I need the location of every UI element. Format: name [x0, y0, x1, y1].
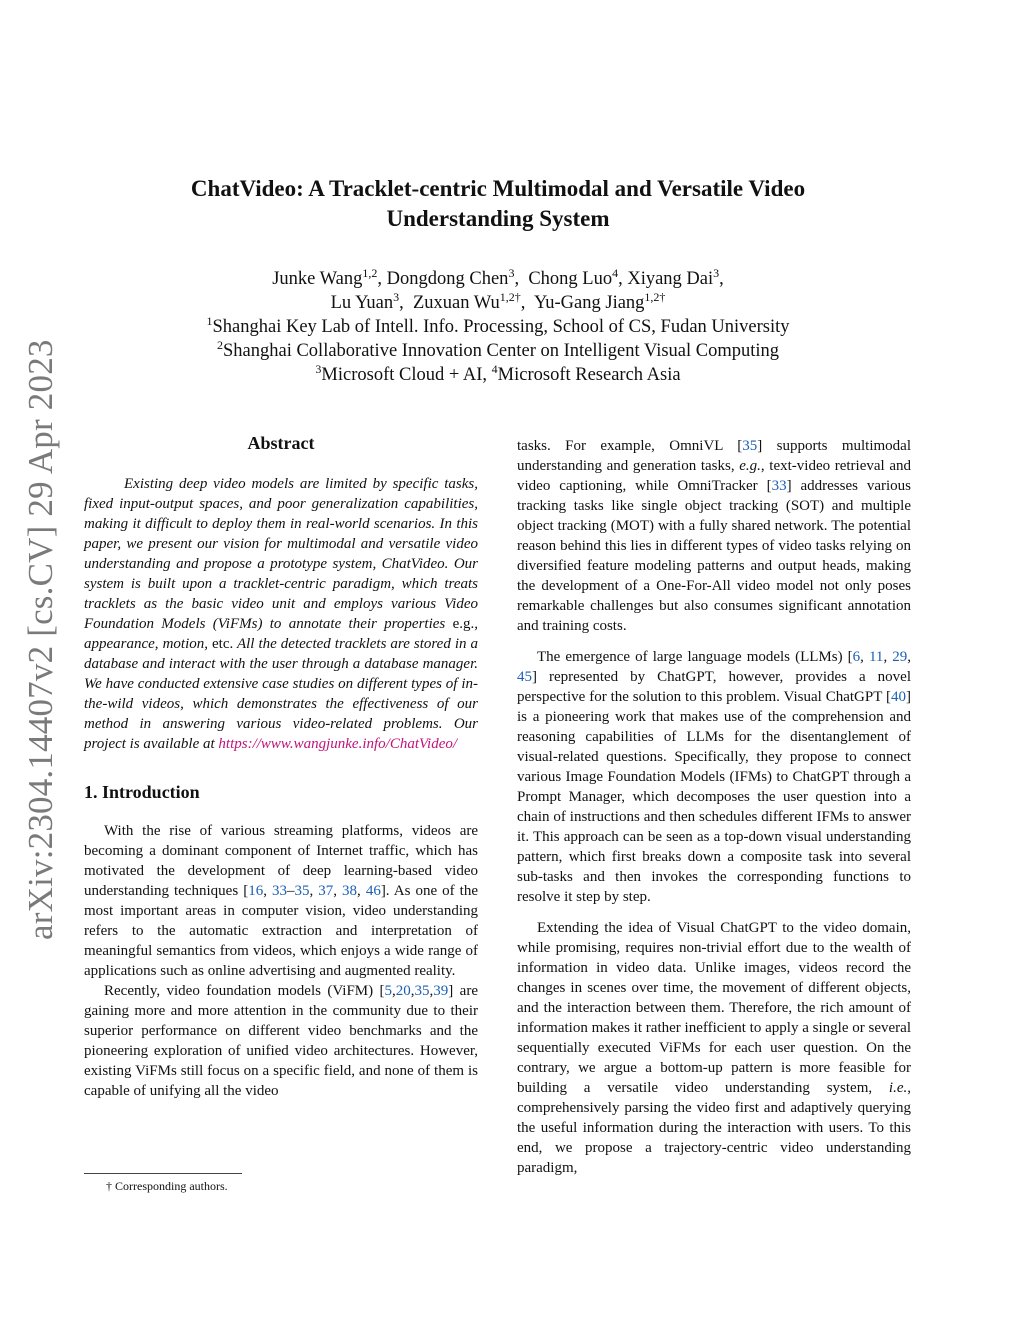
affiliation-mark: 3 [315, 361, 322, 376]
footnote-text: Corresponding authors. [112, 1179, 228, 1193]
section-heading-introduction: 1. Introduction [84, 782, 200, 802]
citation-link[interactable]: 16 [248, 883, 264, 899]
citation-range-dash: – [286, 883, 295, 899]
paragraph-text: ] are gaining more and more attention in the community due to their superior performance on different video benchmarks and the pioneering exploration of unified video architectures. However, existing ViFMs still focus on a specific field, and none of them is capable of unifying all the video [84, 983, 478, 1099]
paragraph-text: tasks. For example, OmniVL [ [517, 438, 743, 454]
paragraph-text: ]. As one of the most important areas in computer vision, video understanding refers to the automatic extraction and interpretation of meaningful semantics from videos, which enjoys a wide range of applications such as online advertising and augmented reality. [84, 883, 478, 979]
author-block [150, 267, 846, 387]
affiliation-text: Shanghai Key Lab of Intell. Info. Processing, School of CS, Fudan University [212, 317, 790, 337]
citation-link[interactable]: 37 [318, 883, 334, 899]
author-name: Yu-Gang Jiang [533, 293, 645, 313]
paragraph-text: ] supports multimodal understanding and generation tasks, [517, 438, 911, 474]
affiliation-2 [150, 339, 846, 363]
author-affiliation-mark: 4 [612, 265, 619, 280]
author-name: Lu Yuan [330, 293, 394, 313]
citation-link[interactable]: 46 [365, 883, 381, 899]
paragraph-text: ] represented by ChatGPT, however, provides a novel perspective for the solution to this problem. Visual ChatGPT [ [517, 669, 911, 705]
intro-paragraph-2: Recently, video foundation models (ViFM) [5,20,35,39] are gaining more and more attention in the community due to their superior performance on different video benchmarks and the pioneering exploration of unified video architectures. However, existing ViFMs still focus on a specific field, and none of them is capable of unifying all the video [84, 983, 478, 1099]
citation-link[interactable]: 11 [868, 649, 884, 665]
affiliation-mark: 4 [491, 361, 498, 376]
affiliation-3 [150, 363, 846, 387]
citation-link[interactable]: 33 [271, 883, 287, 899]
paragraph-text: ] is a pioneering work that makes use of the comprehension and reasoning capabilities of LLMs for the disentanglement of visual-related questions. Specifically, they propose to connect various Image Foundation Models (IFMs) to ChatGPT through a Prompt Manager, which decomposes the user question into a chain of instructions and then schedules different IFMs to answer it. This approach can be seen as a top-down visual understanding pattern, which first breaks down a composite task into several sub-tasks and then invokes the corresponding functions to resolve it step by step. [517, 689, 911, 905]
paragraph-emphasis: e.g. [739, 458, 761, 474]
abstract-text-upright: e.g. [452, 616, 475, 632]
abstract-text-part: , appearance, motion, [84, 616, 478, 652]
affiliation-mark: 1 [206, 313, 213, 328]
paragraph-emphasis: i.e. [888, 1080, 908, 1096]
paragraph-text: With the rise of various streaming platforms, videos are becoming a dominant component of Internet traffic, which has motivated the development of deep learning-based video understanding techniques [ [84, 823, 478, 899]
author-line-2: Lu Yuan$^3$, Zuxuan $Wu^{1,2\dagger}$, Yu-Gang Jiang$^{1,2\dagger}$ [330, 289, 666, 313]
right-column [517, 436, 911, 1178]
abstract-text-part: Existing deep video models are limited by specific tasks, fixed input-output spaces, and poor generalization capabilities, making it difficult to deploy them in real-world scenarios. In this paper, we present our vision for multimodal and versatile video understanding and propose a prototype system, ChatVideo. Our system is built upon a tracklet-centric paradigm, which treats tracklets as the basic video unit and employs various Video Foundation Models (ViFMs) to annotate their properties [84, 476, 478, 632]
title-line-2: Understanding System [386, 206, 610, 231]
paragraph-text: Extending the idea of Visual ChatGPT to the video domain, while promising, requires non-trivial effort due to the wealth of information in video data. Unlike images, videos record the changes in scenes over time, the movement of different objects, and the interaction between them. Therefore, the rich amount of information makes it rather inefficient to apply a single or several sequentially executed ViFMs for each user question. On the contrary, we argue a bottom-up pattern is more feasible for building a versatile video understanding system, [517, 920, 911, 1096]
author-affiliation-mark: 3 [393, 289, 400, 304]
affiliation-text: Microsoft Cloud + AI, [321, 365, 492, 385]
author-affiliation-mark: 3 [713, 265, 720, 280]
citation-link[interactable]: 38 [342, 883, 358, 899]
footnote-mark: † [106, 1179, 112, 1193]
abstract-text-part: All the detected tracklets are stored in a database and interact with the user through a database manager. We have conducted extensive case studies on different types of in-the-wild videos, which demonstrates the effectiveness of our method in answering various video-related problems. Our project is available at [84, 636, 479, 752]
project-link[interactable]: https://www.wangjunke.info/ChatVideo/ [218, 736, 458, 752]
citation-link[interactable]: 29 [892, 649, 908, 665]
author-name: Zuxuan Wu [412, 293, 500, 313]
author-name: Dongdong Chen [386, 269, 509, 289]
left-column [84, 433, 478, 1101]
citation-link[interactable]: 35 [742, 438, 758, 454]
author-name: Xiyang Dai [627, 269, 714, 289]
citation-link[interactable]: 40 [891, 689, 906, 705]
author-name: Chong Luo [528, 269, 613, 289]
paragraph-text: ] addresses various tracking tasks like single object tracking (SOT) and multiple object tracking (MOT) with a fully shared network. The potential reason behind this lies in different types of video tasks relying on diversified feature modeling patterns and output heads, making the development of a One-For-All video model not only poses remarkable challenges but also consumes significant annotation and training costs. [517, 478, 912, 634]
citation-link[interactable]: 45 [517, 669, 532, 685]
paper-title [150, 174, 846, 234]
abstract-paragraph [84, 474, 478, 754]
abstract-text-upright: etc. [212, 636, 234, 652]
footnote [84, 1179, 478, 1193]
citation-link[interactable]: 5 [384, 983, 393, 999]
citation-link[interactable]: 35 [414, 983, 430, 999]
arxiv-watermark [16, 339, 66, 940]
right-paragraph-2: The emergence of large language models (LLMs) [6, 11, 29, 45] represented by ChatGPT, however, provides a novel perspective for the solution to this problem. Visual ChatGPT [40] is a pioneering work that makes use of the comprehension and reasoning capabilities of LLMs for the disentanglement of visual-related questions. Specifically, they propose to connect various Image Foundation Models (IFMs) to ChatGPT through a Prompt Manager, which decomposes the user question into a chain of instructions and then schedules different IFMs to answer it. This approach can be seen as a top-down visual understanding pattern, which first breaks down a composite task into several sub-tasks and then invokes the corresponding functions to resolve it step by step. [517, 649, 912, 905]
citation-link[interactable]: 33 [771, 478, 787, 494]
title-line-1: ChatVideo: A Tracklet-centric Multimodal and Versatile Video [190, 176, 806, 201]
author-line-1: Junke Wang$^{1,2}$, Dongdong Chen$^3$, Chong Luo$^4$, Xiyang Dai$^3$, [272, 265, 724, 289]
affiliation-text: Microsoft Research Asia [497, 365, 681, 385]
arxiv-identifier: arXiv:2304.14407v2 [cs.CV] 29 Apr 2023 [21, 339, 60, 940]
author-affiliation-mark: 1,2† [499, 289, 521, 304]
right-paragraph-1 [517, 436, 911, 636]
affiliation-1 [150, 315, 846, 339]
right-paragraph-3 [517, 918, 911, 1178]
intro-paragraph-1: With the rise of various streaming platforms, videos are becoming a dominant component of Internet traffic, which has motivated the development of deep learning-based video understanding techniques [16, 33–35, 37, 38, 46]. As one of the most important areas in computer vision, video understanding refers to the automatic extraction and interpretation of meaningful semantics from videos, which enjoys a wide range of applications such as online advertising and augmented reality. [84, 823, 478, 979]
affiliation-mark: 2 [216, 337, 223, 352]
author-affiliation-mark: 1,2 [362, 265, 378, 280]
abstract-heading: Abstract [247, 433, 315, 453]
paragraph-text: The emergence of large language models (LLMs) [ [537, 649, 853, 665]
citation-link[interactable]: 39 [433, 983, 449, 999]
affiliation-text: Shanghai Collaborative Innovation Center on Intelligent Visual Computing [222, 341, 780, 361]
citation-link[interactable]: 20 [395, 983, 411, 999]
author-affiliation-mark: 3 [508, 265, 515, 280]
citation-link[interactable]: 35 [294, 883, 310, 899]
author-affiliation-mark: 1,2† [644, 289, 666, 304]
author-name: Junke Wang [272, 269, 363, 289]
paragraph-text: , comprehensively parsing the video first and adaptively querying the useful information during the interaction with users. To this end, we propose a trajectory-centric video understanding paradigm, [517, 1080, 911, 1176]
footnote-rule [84, 1173, 242, 1174]
citation-link[interactable]: 6 [852, 649, 861, 665]
paragraph-text: Recently, video foundation models (ViFM) [ [104, 983, 385, 999]
paragraph-text: , text-video retrieval and video captioning, while OmniTracker [ [517, 458, 911, 494]
